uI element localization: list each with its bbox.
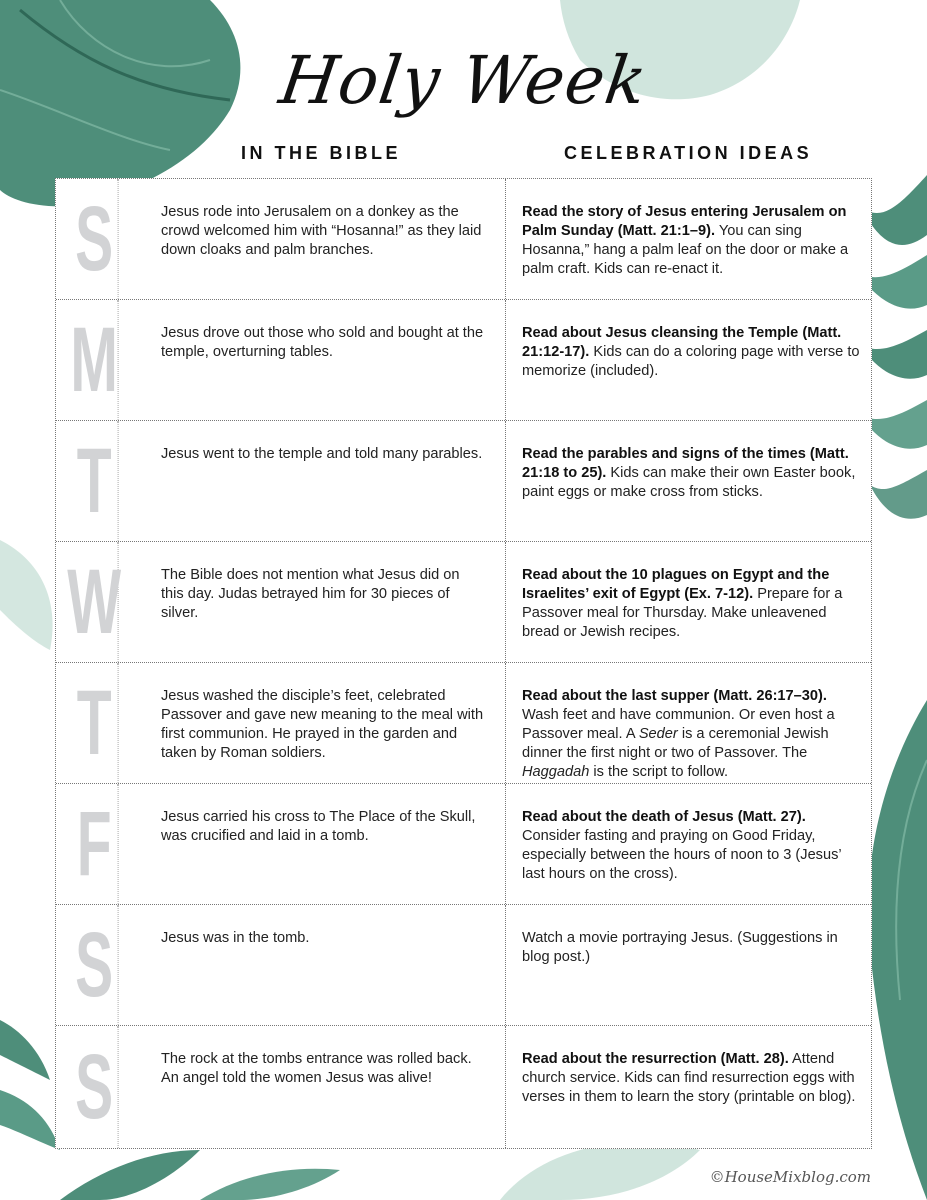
idea-text: Prepare for a Passover meal for Thursday. Make unleavened bread or Jewish recipes. (522, 586, 843, 640)
bible-text: Jesus drove out those who sold and bought at the temple, overturning tables. (133, 300, 506, 420)
bible-text: The rock at the tombs entrance was rolled back. An angel told the women Jesus was alive! (133, 1026, 506, 1148)
idea-heading: Read about the resurrection (Matt. 28). (522, 1051, 789, 1067)
column-header-bible: IN THE BIBLE (241, 143, 402, 163)
idea-italic-haggadah: Haggadah (522, 764, 590, 780)
table-row-friday (56, 784, 871, 905)
column-header-ideas: CELEBRATION IDEAS (564, 143, 813, 163)
holy-week-table (55, 178, 872, 1149)
day-letter: T (71, 663, 119, 783)
idea-heading: Read about the 10 plagues on Egypt and the Israelites’ exit of Egypt (Ex. 7-12). (522, 567, 830, 602)
bible-text: Jesus was in the tomb. (133, 905, 506, 1025)
idea-text: is a ceremonial Jewish dinner the first night or two of Passover. The (522, 726, 829, 761)
idea-text: Kids can make their own Easter book, paint eggs or make cross from sticks. (522, 465, 856, 500)
day-letter: W (71, 542, 119, 662)
celebration-idea (506, 300, 871, 420)
idea-text: is the script to follow. (589, 764, 729, 780)
table-row-thursday (56, 663, 871, 784)
table-row-monday (56, 300, 871, 421)
bible-text: Jesus washed the disciple’s feet, celebrated Passover and gave new meaning to the meal with first communion. He prayed in the garden and taken by Roman soldiers. (133, 663, 506, 783)
day-letter: M (71, 300, 119, 420)
day-letter: S (71, 1026, 119, 1148)
day-letter: S (71, 179, 119, 299)
bible-text: Jesus carried his cross to The Place of the Skull, was crucified and laid in a tomb. (133, 784, 506, 904)
celebration-idea (506, 1026, 871, 1148)
table-row-tuesday (56, 421, 871, 542)
watercolor-leaf-left-mid (0, 540, 60, 660)
celebration-idea (506, 542, 871, 662)
table-row-sunday (56, 179, 871, 300)
idea-heading: Read the parables and signs of the times (Matt. 21:18 to 25). (522, 446, 849, 481)
celebration-idea (506, 663, 871, 783)
celebration-idea (506, 905, 871, 1025)
idea-text: Wash feet and have communion. Or even host a Passover meal. A (522, 707, 835, 742)
table-row-wednesday (56, 542, 871, 663)
table-row-saturday (56, 905, 871, 1026)
idea-italic-seder: Seder (638, 726, 678, 742)
idea-heading: Read the story of Jesus entering Jerusalem on Palm Sunday (Matt. 21:1–9). (522, 204, 847, 239)
day-letter: T (71, 421, 119, 541)
day-letter: F (71, 784, 119, 904)
day-letter: S (71, 905, 119, 1025)
bible-text: The Bible does not mention what Jesus did on this day. Judas betrayed him for 30 pieces of silver. (133, 542, 506, 662)
idea-heading: Read about the last supper (Matt. 26:17–30). (522, 688, 827, 704)
table-row-easter-sunday (56, 1026, 871, 1148)
idea-text: Watch a movie portraying Jesus. (Suggestions in blog post.) (522, 930, 838, 965)
celebration-idea (506, 179, 871, 299)
page-title: Holy Week (274, 42, 653, 119)
idea-text: Attend church service. Kids can find resurrection eggs with verses in them to learn the story (printable on blog). (522, 1051, 856, 1105)
celebration-idea (506, 784, 871, 904)
idea-text: Consider fasting and praying on Good Friday, especially between the hours of noon to 3 (Jesus’ last hours on the cross). (522, 828, 842, 882)
bible-text: Jesus went to the temple and told many parables. (133, 421, 506, 541)
idea-text: Kids can do a coloring page with verse to memorize (included). (522, 344, 860, 379)
idea-text: You can sing Hosanna,” hang a palm leaf on the door or make a palm craft. Kids can re-enact it. (522, 223, 849, 277)
idea-heading: Read about Jesus cleansing the Temple (Matt. 21:12-17). (522, 325, 842, 360)
idea-heading: Read about the death of Jesus (Matt. 27). (522, 809, 806, 825)
copyright-credit: ©HouseMixblog.com (709, 1168, 871, 1186)
bible-text: Jesus rode into Jerusalem on a donkey as the crowd welcomed him with “Hosanna!” as they laid down cloaks and palm branches. (133, 179, 506, 299)
celebration-idea (506, 421, 871, 541)
